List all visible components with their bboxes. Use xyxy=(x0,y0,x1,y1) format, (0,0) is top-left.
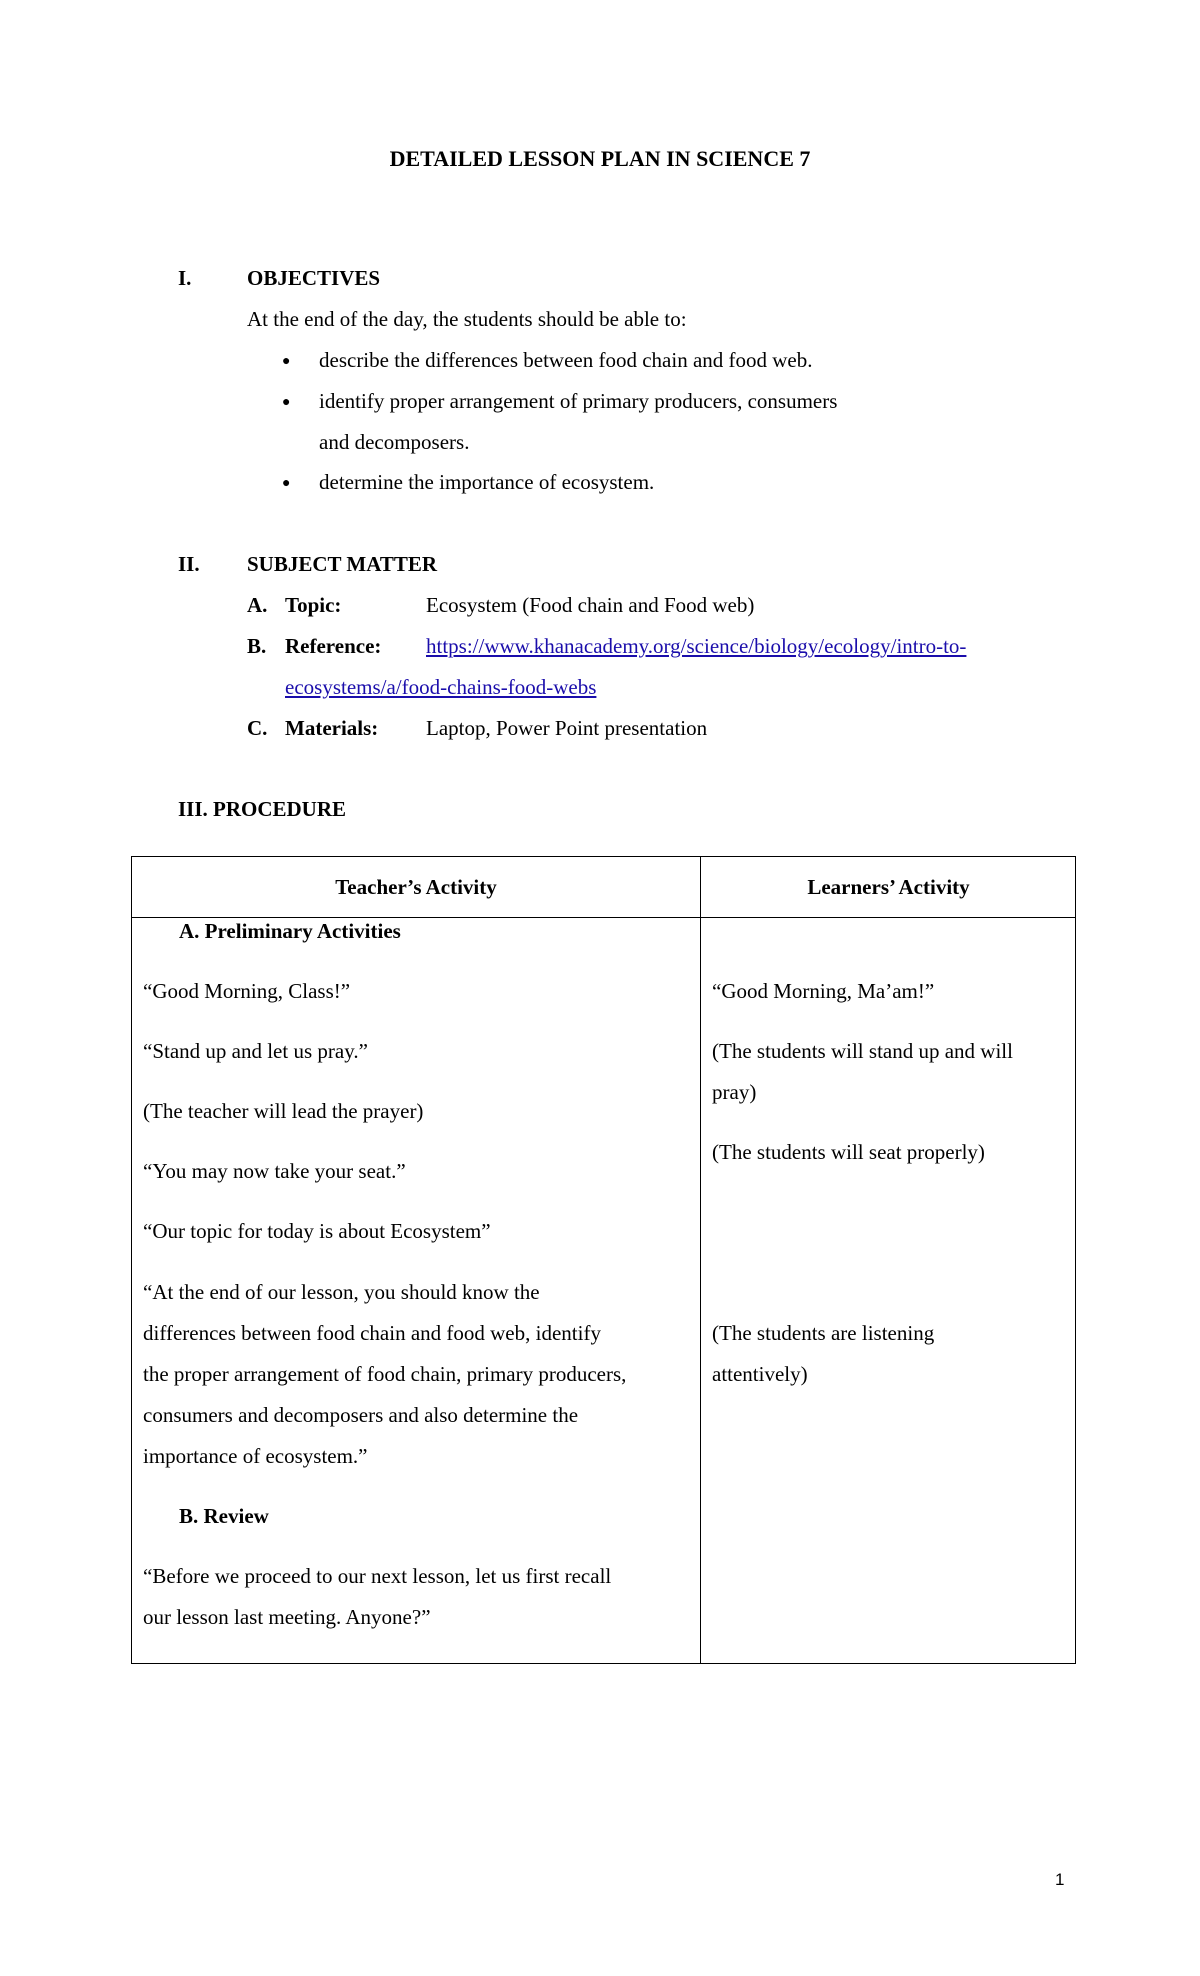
teacher-review-line: our lesson last meeting. Anyone?” xyxy=(143,1605,431,1629)
bullet-icon: ● xyxy=(282,354,291,369)
subject-matter-heading: SUBJECT MATTER xyxy=(247,552,438,576)
reference-link-continued[interactable]: ecosystems/a/food-chains-food-webs xyxy=(285,675,597,699)
materials-letter: C. xyxy=(247,716,268,740)
page-number: 1 xyxy=(1055,1870,1065,1889)
learners-pray-line: pray) xyxy=(712,1080,757,1104)
teacher-column-header: Teacher’s Activity xyxy=(335,875,497,899)
review-heading: B. Review xyxy=(179,1504,269,1528)
preliminary-activities-heading: A. Preliminary Activities xyxy=(179,919,401,943)
bullet-icon: ● xyxy=(282,476,291,491)
objectives-heading: OBJECTIVES xyxy=(247,266,381,290)
teacher-objective-line: consumers and decomposers and also determine the xyxy=(143,1403,579,1427)
learners-column-header: Learners’ Activity xyxy=(807,875,970,899)
teacher-seat: “You may now take your seat.” xyxy=(143,1159,406,1183)
procedure-table xyxy=(131,856,1076,1664)
learners-seat: (The students will seat properly) xyxy=(712,1140,985,1164)
learners-pray-line: (The students will stand up and will xyxy=(712,1039,1013,1063)
teacher-topic: “Our topic for today is about Ecosystem” xyxy=(143,1219,491,1243)
teacher-pray: “Stand up and let us pray.” xyxy=(143,1039,368,1063)
bullet-icon: ● xyxy=(282,395,291,410)
teacher-objective-line: importance of ecosystem.” xyxy=(143,1444,368,1468)
learners-listening-line: (The students are listening xyxy=(712,1321,935,1345)
learners-greeting: “Good Morning, Ma’am!” xyxy=(712,979,935,1003)
materials-value: Laptop, Power Point presentation xyxy=(426,716,708,740)
teacher-objective-line: the proper arrangement of food chain, primary producers, xyxy=(143,1362,627,1386)
teacher-objective-line: differences between food chain and food web, identify xyxy=(143,1321,601,1345)
teacher-objective-line: “At the end of our lesson, you should know the xyxy=(143,1280,540,1304)
subject-matter-number: II. xyxy=(178,552,200,576)
topic-value: Ecosystem (Food chain and Food web) xyxy=(426,593,755,617)
objectives-number: I. xyxy=(178,266,192,290)
reference-link[interactable]: https://www.khanacademy.org/science/biology/ecology/intro-to- xyxy=(426,634,967,658)
materials-label: Materials: xyxy=(285,716,379,740)
document-title: DETAILED LESSON PLAN IN SCIENCE 7 xyxy=(389,146,811,171)
objectives-intro: At the end of the day, the students should be able to: xyxy=(247,307,687,331)
reference-label: Reference: xyxy=(285,634,382,658)
teacher-greeting: “Good Morning, Class!” xyxy=(143,979,351,1003)
objective-item: describe the differences between food chain and food web. xyxy=(319,348,813,372)
learners-listening-line: attentively) xyxy=(712,1362,808,1386)
objective-item: determine the importance of ecosystem. xyxy=(319,470,655,494)
reference-letter: B. xyxy=(247,634,267,658)
objective-item: identify proper arrangement of primary producers, consumers xyxy=(319,389,838,413)
procedure-heading: III. PROCEDURE xyxy=(178,797,347,821)
topic-letter: A. xyxy=(247,593,268,617)
teacher-lead-prayer: (The teacher will lead the prayer) xyxy=(143,1099,424,1123)
objective-item-continued: and decomposers. xyxy=(319,430,470,454)
header-divider xyxy=(132,917,1075,918)
teacher-review-line: “Before we proceed to our next lesson, let us first recall xyxy=(143,1564,612,1588)
topic-label: Topic: xyxy=(285,593,342,617)
column-divider xyxy=(700,857,701,1663)
